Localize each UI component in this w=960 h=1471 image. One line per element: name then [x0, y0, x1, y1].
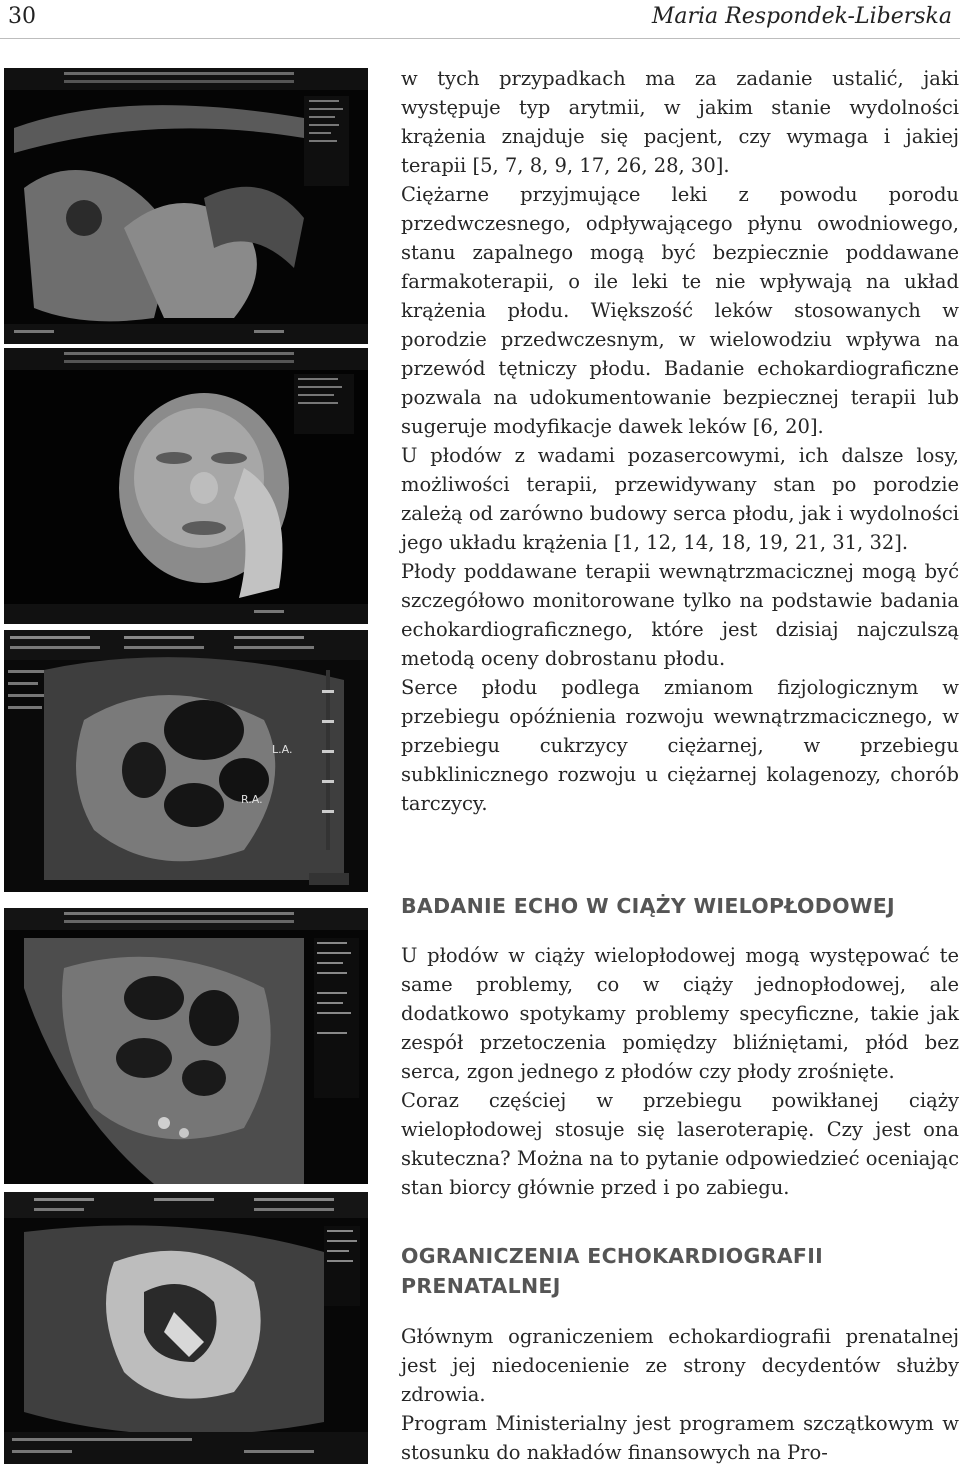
section-heading-limitations: [401, 1241, 959, 1301]
page-number: 30: [8, 4, 36, 29]
section-paragraph: U płodów w ciąży wielopłodowej mogą występować te same problemy, co w ciąży jednopłodowej, ale dodatkowo spotykamy problemy specyficzne, takie jak zespół przetoczenia pomiędzy bliźniętami, płód bez serca, zgon jednego z płodów czy płody zrośnięte.: [401, 944, 959, 1083]
section-paragraph: Program Ministerialny jest programem szczątkowym w stosunku do nakładów finansowych na Pro-: [401, 1412, 959, 1464]
intro-paragraph: U płodów z wadami pozasercowymi, ich dalsze losy, możliwości terapii, przewidywany stan po porodzie zależą od zarówno budowy serca płodu, jak i wydolności jego układu krążenia [1, 12, 14, 18, 19, 21, 31, 32].: [401, 444, 959, 554]
ultrasound-3d-fetal-face: [4, 348, 368, 624]
section-paragraph: Coraz częściej w przebiegu powikłanej ciąży wielopłodowej stosuje się laseroterapię. Czy jest ona skuteczna? Można na to pytanie odpowiedzieć oceniając stan biorcy głównie przed i po zabiegu.: [401, 1089, 959, 1199]
intro-paragraph: w tych przypadkach ma za zadanie ustalić, jaki występuje typ arytmii, w jakim stanie wydolności krążenia znajduje się pacjent, czy wymaga i jakiej terapii [5, 7, 8, 9, 17, 26, 28, 30].: [401, 67, 959, 177]
label-ra: R.A.: [241, 793, 263, 806]
ultrasound-fetal-heart-3: [4, 1192, 368, 1464]
heading-line: OGRANICZENIA ECHOKARDIOGRAFII: [401, 1244, 824, 1268]
header-rule: [0, 38, 960, 39]
ultrasound-fetal-heart-2: [4, 908, 368, 1184]
intro-paragraph: Ciężarne przyjmujące leki z powodu porodu przedwczesnego, odpływającego płynu owodniowego, stanu zapalnego mogą być bezpiecznie poddawane farmakoterapii, o ile leki te nie wpływają na układ krążenia płodu. Większość leków stosowanych w porodzie przedwczesnym, w wielowodziu wpływa na przewód tętniczy płodu. Badanie echokardiograficzne pozwala na udokumentowanie bezpiecznej terapii lub sugeruje modyfikacje dawek leków [6, 20].: [401, 183, 959, 438]
limitations-text: [401, 1322, 959, 1467]
running-head-author: Maria Respondek-Liberska: [651, 4, 952, 29]
ultrasound-fetal-profile: [4, 68, 368, 344]
page-header: [0, 0, 960, 36]
intro-paragraph: Płody poddawane terapii wewnątrzmacicznej mogą być szczegółowo monitorowane tylko na podstawie badania echokardiograficznego, które jest dzisiaj najczulszą metodą oceny dobrostanu płodu.: [401, 560, 959, 670]
section-paragraph: Głównym ograniczeniem echokardiografii prenatalnej jest jej niedocenienie ze strony decydentów służby zdrowia.: [401, 1325, 959, 1406]
label-la: L.A.: [272, 743, 293, 756]
intro-paragraph: Serce płodu podlega zmianom fizjologicznym w przebiegu opóźnienia rozwoju wewnątrzmacicznego, w przebiegu cukrzycy ciężarnej, w przebiegu subklinicznego rozwoju u ciężarnej kolagenozy, chorób tarczycy.: [401, 676, 959, 815]
section-heading-multiple-pregnancy: BADANIE ECHO W CIĄŻY WIELOPŁODOWEJ: [401, 894, 895, 918]
ultrasound-heart-chambers: [4, 630, 368, 892]
intro-text: [401, 64, 959, 818]
multiple-pregnancy-text: [401, 941, 959, 1202]
heading-line: PRENATALNEJ: [401, 1274, 561, 1298]
